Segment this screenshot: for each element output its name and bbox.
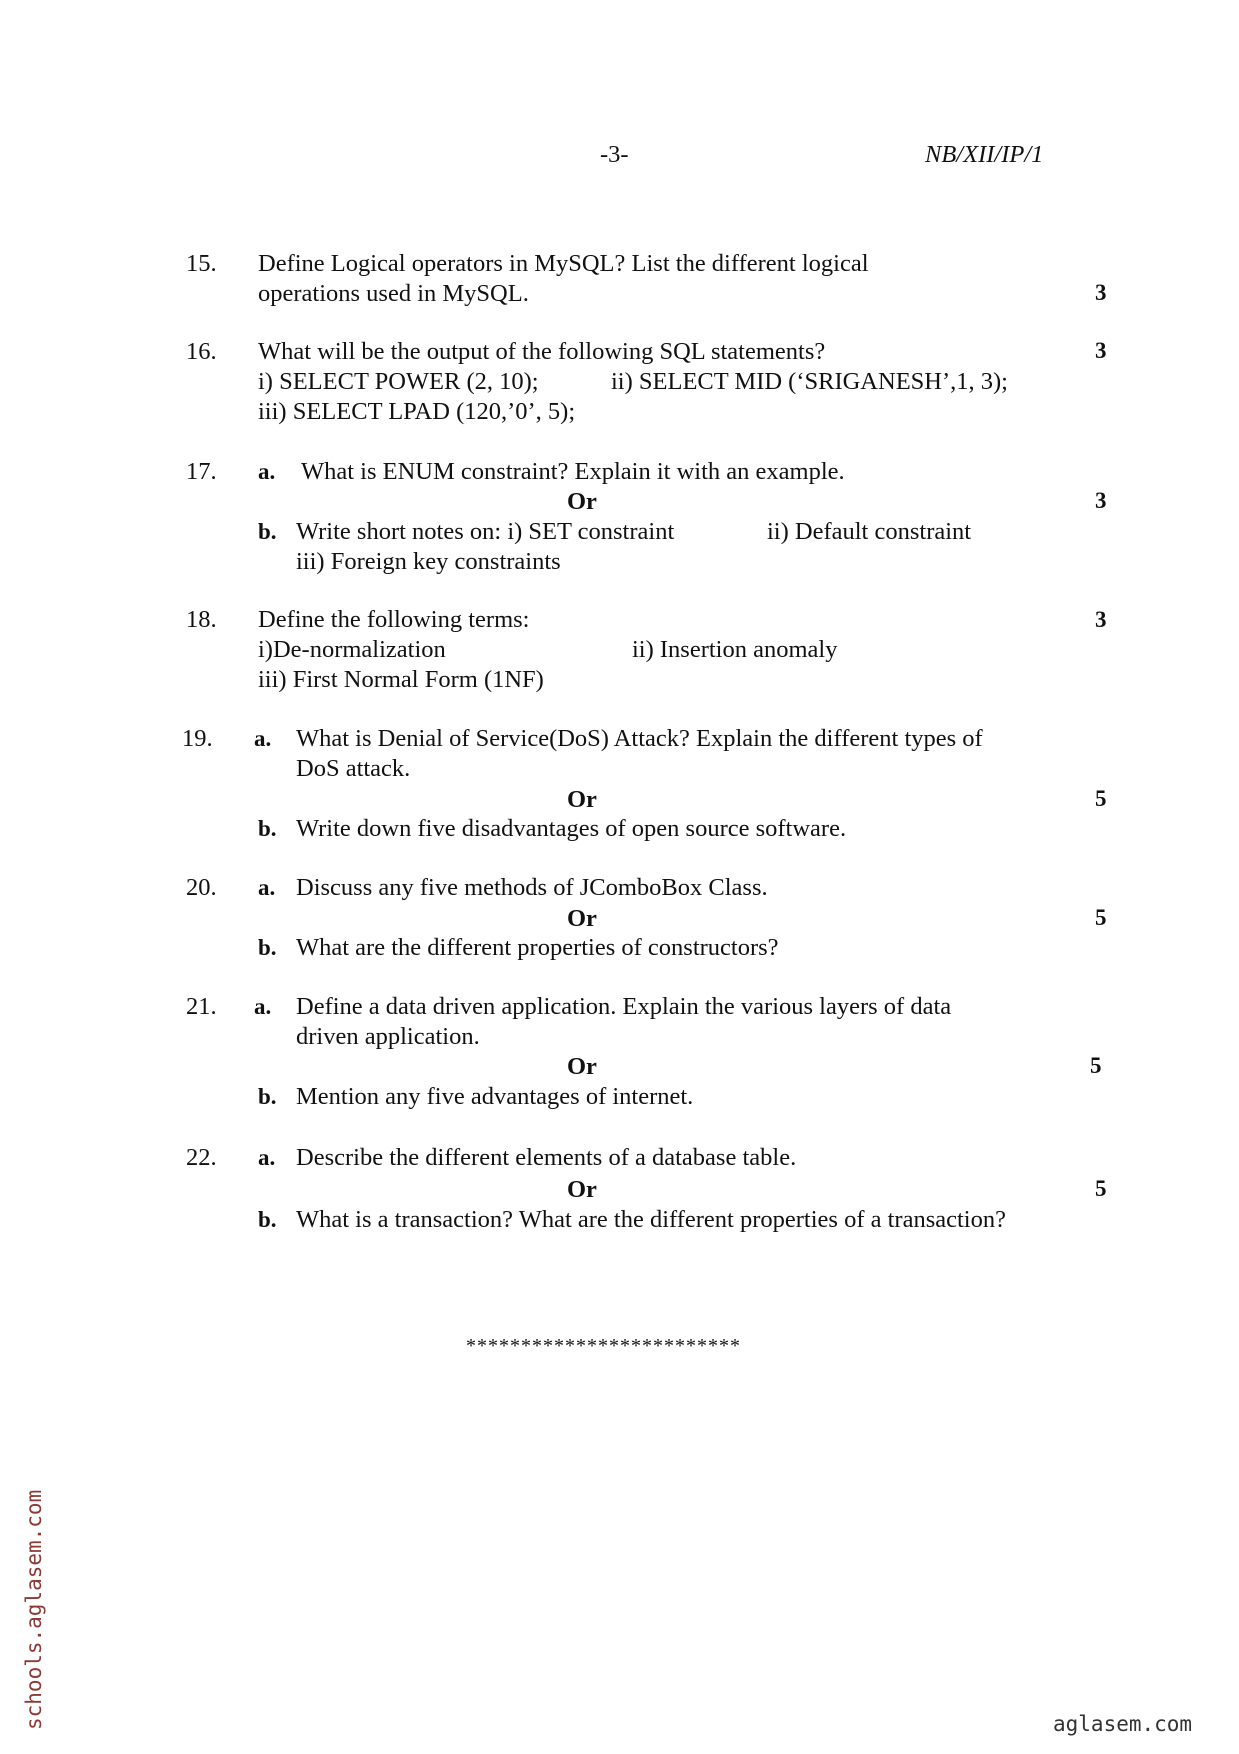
option-a-text: What is ENUM constraint? Explain it with an example. — [301, 458, 845, 485]
or-separator: Or — [567, 1176, 597, 1203]
option-b-text: What is a transaction? What are the different properties of a transaction? — [296, 1206, 1006, 1233]
or-separator: Or — [567, 786, 597, 813]
option-a-label: a. — [254, 726, 272, 751]
end-of-paper-marker: ************************* — [466, 1335, 741, 1357]
question-number: 18. — [186, 606, 217, 633]
side-watermark: schools.aglasem.com — [22, 1489, 46, 1730]
question-number: 16. — [186, 338, 217, 365]
marks: 5 — [1095, 786, 1107, 811]
question-number: 22. — [186, 1144, 217, 1171]
or-separator: Or — [567, 488, 597, 515]
question-number: 17. — [186, 458, 217, 485]
question-number: 19. — [182, 725, 213, 752]
option-a-label: a. — [254, 994, 272, 1019]
marks: 5 — [1090, 1053, 1102, 1078]
option-b-label: b. — [258, 935, 277, 960]
option-a-text: What is Denial of Service(DoS) Attack? Explain the different types of — [296, 725, 983, 752]
option-a-text: DoS attack. — [296, 755, 411, 782]
option-a-text: Define a data driven application. Explain the various layers of data — [296, 993, 952, 1020]
bottom-watermark: aglasem.com — [1053, 1712, 1193, 1736]
question-number: 15. — [186, 250, 217, 277]
question-text-line: operations used in MySQL. — [258, 280, 529, 307]
option-a-text: driven application. — [296, 1023, 480, 1050]
option-a-label: a. — [258, 875, 276, 900]
question-text-line: Define the following terms: — [258, 606, 530, 633]
option-b-label: b. — [258, 1207, 277, 1232]
option-b-text: ii) Default constraint — [767, 518, 972, 545]
option-b-text: Write down five disadvantages of open source software. — [296, 815, 847, 842]
option-b-text: What are the different properties of constructors? — [296, 934, 779, 961]
marks: 3 — [1095, 607, 1107, 632]
or-separator: Or — [567, 905, 597, 932]
marks: 3 — [1095, 280, 1107, 305]
option-b-text: Mention any five advantages of internet. — [296, 1083, 694, 1110]
marks: 3 — [1095, 488, 1107, 513]
marks: 5 — [1095, 905, 1107, 930]
question-number: 21. — [186, 993, 217, 1020]
question-text-line: iii) First Normal Form (1NF) — [258, 666, 544, 693]
question-text-line: ii) SELECT MID (‘SRIGANESH’,1, 3); — [611, 368, 1008, 395]
question-text-line: ii) Insertion anomaly — [632, 636, 838, 663]
option-a-text: Discuss any five methods of JComboBox Class. — [296, 874, 768, 901]
marks: 3 — [1095, 338, 1107, 363]
page-number: -3- — [600, 141, 629, 168]
paper-code: NB/XII/IP/1 — [925, 141, 1044, 168]
question-text-line: Define Logical operators in MySQL? List the different logical — [258, 250, 869, 277]
question-text-line: i)De-normalization — [258, 636, 446, 663]
or-separator: Or — [567, 1053, 597, 1080]
option-b-label: b. — [258, 1084, 277, 1109]
question-number: 20. — [186, 874, 217, 901]
question-text-line: iii) SELECT LPAD (120,’0’, 5); — [258, 398, 576, 425]
option-a-label: a. — [258, 459, 276, 484]
option-b-text: iii) Foreign key constraints — [296, 548, 561, 575]
option-b-label: b. — [258, 816, 277, 841]
option-a-text: Describe the different elements of a database table. — [296, 1144, 797, 1171]
option-a-label: a. — [258, 1145, 276, 1170]
question-text-line: i) SELECT POWER (2, 10); — [258, 368, 539, 395]
option-b-label: b. — [258, 519, 277, 544]
option-b-text: Write short notes on: i) SET constraint — [296, 518, 675, 545]
marks: 5 — [1095, 1176, 1107, 1201]
question-text-line: What will be the output of the following SQL statements? — [258, 338, 826, 365]
